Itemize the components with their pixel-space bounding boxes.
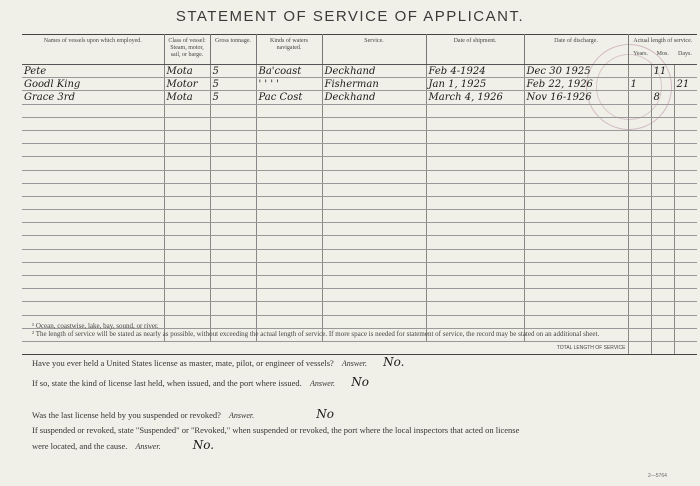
blank-cell xyxy=(210,302,256,315)
blank-cell xyxy=(651,302,674,315)
blank-cell xyxy=(628,170,651,183)
blank-cell xyxy=(256,249,322,262)
answer-value: No. xyxy=(383,355,405,369)
question-text: If suspended or revoked, state "Suspended" or "Revoked," when suspended or revoked, the port where the local inspectors that acted on license xyxy=(32,425,520,435)
blank-cell xyxy=(524,276,628,289)
blank-cell xyxy=(674,170,697,183)
blank-cell xyxy=(674,302,697,315)
blank-cell xyxy=(426,144,524,157)
blank-cell xyxy=(628,157,651,170)
blank-cell xyxy=(651,223,674,236)
blank-cell xyxy=(524,130,628,143)
blank-cell xyxy=(164,276,210,289)
blank-cell xyxy=(210,262,256,275)
blank-cell xyxy=(651,144,674,157)
blank-cell xyxy=(524,196,628,209)
blank-row xyxy=(22,289,697,302)
blank-cell xyxy=(628,183,651,196)
blank-cell xyxy=(524,210,628,223)
blank-cell xyxy=(426,130,524,143)
blank-cell xyxy=(674,210,697,223)
blank-cell xyxy=(210,289,256,302)
blank-cell xyxy=(256,276,322,289)
cell-discharge: Dec 30 1925 xyxy=(524,65,628,78)
answer-label: Answer. xyxy=(135,442,161,451)
blank-cell xyxy=(426,183,524,196)
blank-cell xyxy=(651,236,674,249)
blank-cell xyxy=(164,223,210,236)
cell-days xyxy=(674,91,697,104)
blank-cell xyxy=(426,249,524,262)
cell-service: Deckhand xyxy=(322,91,426,104)
header-length-group xyxy=(628,35,697,65)
blank-cell xyxy=(22,302,164,315)
blank-cell xyxy=(210,130,256,143)
blank-cell xyxy=(628,302,651,315)
header-service: Service. xyxy=(322,35,426,65)
blank-cell xyxy=(524,183,628,196)
cell-shipment: Feb 4-1924 xyxy=(426,65,524,78)
blank-row xyxy=(22,249,697,262)
header-shipment: Date of shipment. xyxy=(426,35,524,65)
header-class: Class of vessel: Steam, motor, sail, or barge. xyxy=(164,35,210,65)
question-text-line2: were located, and the cause. xyxy=(32,441,128,451)
blank-cell xyxy=(628,104,651,117)
cell-waters: ' ' ' ' xyxy=(256,78,322,91)
cell-service: Fisherman xyxy=(322,78,426,91)
cell-mos xyxy=(651,78,674,91)
cell-mos: 8 xyxy=(651,91,674,104)
blank-cell xyxy=(651,262,674,275)
header-discharge: Date of discharge. xyxy=(524,35,628,65)
blank-cell xyxy=(674,315,697,328)
blank-cell xyxy=(426,117,524,130)
blank-cell xyxy=(426,157,524,170)
blank-row xyxy=(22,183,697,196)
blank-cell xyxy=(674,249,697,262)
answer-value: No xyxy=(351,375,369,389)
blank-row xyxy=(22,196,697,209)
blank-row xyxy=(22,157,697,170)
cell-tonnage: 5 xyxy=(210,78,256,91)
blank-cell xyxy=(651,196,674,209)
blank-cell xyxy=(256,289,322,302)
question-license xyxy=(32,355,404,369)
answer-label: Answer. xyxy=(228,411,255,420)
blank-cell xyxy=(322,183,426,196)
blank-cell xyxy=(22,289,164,302)
blank-cell xyxy=(256,170,322,183)
blank-cell xyxy=(256,262,322,275)
blank-row xyxy=(22,170,697,183)
blank-cell xyxy=(322,262,426,275)
question-text: Have you ever held a United States license as master, mate, pilot, or engineer of vessels? xyxy=(32,358,334,368)
blank-cell xyxy=(164,183,210,196)
cell-mos: 11 xyxy=(651,65,674,78)
blank-cell xyxy=(651,183,674,196)
blank-cell xyxy=(651,210,674,223)
table-row xyxy=(22,91,697,104)
blank-cell xyxy=(256,144,322,157)
blank-cell xyxy=(256,117,322,130)
total-label: TOTAL LENGTH OF SERVICE xyxy=(22,341,628,354)
blank-cell xyxy=(674,104,697,117)
blank-cell xyxy=(674,328,697,341)
blank-cell xyxy=(628,262,651,275)
blank-cell xyxy=(164,236,210,249)
blank-cell xyxy=(22,236,164,249)
blank-row xyxy=(22,223,697,236)
cell-vessel: Pete xyxy=(22,65,164,78)
blank-cell xyxy=(628,196,651,209)
blank-cell xyxy=(426,262,524,275)
total-row xyxy=(22,341,697,354)
blank-cell xyxy=(322,196,426,209)
blank-cell xyxy=(256,183,322,196)
blank-row xyxy=(22,210,697,223)
blank-cell xyxy=(22,223,164,236)
cell-tonnage: 5 xyxy=(210,65,256,78)
blank-cell xyxy=(651,157,674,170)
blank-cell xyxy=(651,249,674,262)
blank-cell xyxy=(322,236,426,249)
blank-cell xyxy=(426,196,524,209)
blank-cell xyxy=(210,170,256,183)
blank-cell xyxy=(22,249,164,262)
blank-cell xyxy=(674,289,697,302)
footnote-2: ² The length of service will be stated as nearly as possible, without exceeding the actual length of service. If more space is needed for statement of service, the record may be stated on an additional sheet. xyxy=(32,330,600,338)
cell-vessel: Goodl King xyxy=(22,78,164,91)
blank-cell xyxy=(426,170,524,183)
blank-cell xyxy=(164,130,210,143)
blank-cell xyxy=(674,144,697,157)
blank-cell xyxy=(628,236,651,249)
blank-cell xyxy=(22,210,164,223)
blank-cell xyxy=(426,289,524,302)
blank-cell xyxy=(164,196,210,209)
blank-cell xyxy=(426,104,524,117)
cell-tonnage: 5 xyxy=(210,91,256,104)
blank-cell xyxy=(524,104,628,117)
blank-cell xyxy=(651,130,674,143)
blank-cell xyxy=(210,249,256,262)
service-table-body xyxy=(22,65,697,355)
blank-cell xyxy=(651,104,674,117)
blank-cell xyxy=(164,170,210,183)
total-cell xyxy=(651,341,674,354)
blank-cell xyxy=(210,210,256,223)
blank-cell xyxy=(628,144,651,157)
blank-cell xyxy=(674,262,697,275)
blank-cell xyxy=(628,223,651,236)
blank-cell xyxy=(674,130,697,143)
blank-cell xyxy=(22,130,164,143)
blank-cell xyxy=(22,170,164,183)
blank-cell xyxy=(256,130,322,143)
blank-cell xyxy=(256,302,322,315)
blank-cell xyxy=(322,157,426,170)
header-mos: Mos. xyxy=(656,51,669,57)
blank-row xyxy=(22,117,697,130)
cell-shipment: March 4, 1926 xyxy=(426,91,524,104)
blank-cell xyxy=(22,196,164,209)
blank-cell xyxy=(524,223,628,236)
blank-cell xyxy=(22,117,164,130)
blank-cell xyxy=(524,170,628,183)
blank-cell xyxy=(674,183,697,196)
blank-cell xyxy=(524,157,628,170)
blank-cell xyxy=(164,289,210,302)
header-vessels: Names of vessels upon which employed. xyxy=(22,35,164,65)
blank-cell xyxy=(524,249,628,262)
blank-cell xyxy=(210,183,256,196)
blank-cell xyxy=(322,210,426,223)
cell-class: Mota xyxy=(164,65,210,78)
blank-cell xyxy=(256,104,322,117)
blank-cell xyxy=(210,196,256,209)
blank-cell xyxy=(524,262,628,275)
blank-cell xyxy=(256,196,322,209)
blank-cell xyxy=(628,289,651,302)
blank-row xyxy=(22,276,697,289)
blank-cell xyxy=(164,157,210,170)
form-code: 2—5764 xyxy=(648,473,667,479)
blank-row xyxy=(22,236,697,249)
blank-cell xyxy=(322,289,426,302)
blank-cell xyxy=(628,249,651,262)
blank-cell xyxy=(651,276,674,289)
blank-cell xyxy=(22,262,164,275)
blank-cell xyxy=(426,236,524,249)
blank-cell xyxy=(628,117,651,130)
blank-row xyxy=(22,262,697,275)
service-table xyxy=(22,34,697,355)
blank-cell xyxy=(322,117,426,130)
total-cell xyxy=(674,341,697,354)
cell-vessel: Grace 3rd xyxy=(22,91,164,104)
cell-class: Mota xyxy=(164,91,210,104)
blank-cell xyxy=(322,144,426,157)
blank-cell xyxy=(674,236,697,249)
blank-cell xyxy=(651,170,674,183)
blank-cell xyxy=(210,276,256,289)
answer-value: No. xyxy=(192,438,215,452)
question-suspended xyxy=(32,407,334,421)
header-length: Actual length of service. xyxy=(633,38,693,44)
blank-cell xyxy=(322,104,426,117)
blank-cell xyxy=(322,130,426,143)
blank-cell xyxy=(322,170,426,183)
blank-row xyxy=(22,144,697,157)
cell-years: 1 xyxy=(628,78,651,91)
header-waters: Kinds of waters navigated. xyxy=(256,35,322,65)
blank-cell xyxy=(524,117,628,130)
total-cell xyxy=(628,341,651,354)
cell-waters: Ba'coast xyxy=(256,65,322,78)
cell-discharge: Nov 16-1926 xyxy=(524,91,628,104)
blank-cell xyxy=(322,276,426,289)
blank-cell xyxy=(674,223,697,236)
blank-cell xyxy=(256,210,322,223)
blank-cell xyxy=(210,236,256,249)
answer-label: Answer. xyxy=(341,359,368,368)
blank-cell xyxy=(426,302,524,315)
blank-cell xyxy=(164,210,210,223)
blank-cell xyxy=(426,223,524,236)
blank-cell xyxy=(210,157,256,170)
blank-cell xyxy=(256,223,322,236)
blank-cell xyxy=(256,157,322,170)
page-title: STATEMENT OF SERVICE OF APPLICANT. xyxy=(175,8,525,25)
blank-cell xyxy=(674,117,697,130)
cell-waters: Pac Cost xyxy=(256,91,322,104)
blank-cell xyxy=(210,144,256,157)
blank-cell xyxy=(628,130,651,143)
blank-cell xyxy=(22,144,164,157)
header-tonnage: Gross tonnage. xyxy=(210,35,256,65)
blank-cell xyxy=(322,249,426,262)
blank-cell xyxy=(426,276,524,289)
blank-cell xyxy=(256,236,322,249)
question-text: Was the last license held by you suspended or revoked? xyxy=(32,410,221,420)
blank-cell xyxy=(210,104,256,117)
cell-years xyxy=(628,91,651,104)
answer-label: Answer. xyxy=(309,379,336,388)
header-years: Years. xyxy=(633,51,649,57)
blank-cell xyxy=(22,183,164,196)
question-license-kind xyxy=(32,375,369,389)
blank-cell xyxy=(22,104,164,117)
blank-cell xyxy=(164,117,210,130)
blank-cell xyxy=(651,289,674,302)
blank-row xyxy=(22,130,697,143)
blank-cell xyxy=(524,144,628,157)
blank-cell xyxy=(22,276,164,289)
blank-cell xyxy=(210,117,256,130)
blank-cell xyxy=(322,223,426,236)
blank-cell xyxy=(628,210,651,223)
blank-cell xyxy=(322,302,426,315)
cell-class: Motor xyxy=(164,78,210,91)
blank-cell xyxy=(164,302,210,315)
blank-row xyxy=(22,302,697,315)
blank-cell xyxy=(210,223,256,236)
table-row xyxy=(22,65,697,78)
blank-cell xyxy=(674,276,697,289)
blank-cell xyxy=(674,196,697,209)
blank-cell xyxy=(628,276,651,289)
footnote-1: ¹ Ocean, coastwise, lake, bay, sound, or river. xyxy=(32,322,159,330)
blank-cell xyxy=(651,117,674,130)
blank-cell xyxy=(164,262,210,275)
cell-days: 21 xyxy=(674,78,697,91)
blank-cell xyxy=(426,210,524,223)
blank-cell xyxy=(674,157,697,170)
blank-cell xyxy=(524,236,628,249)
question-suspended-detail xyxy=(32,425,519,452)
blank-row xyxy=(22,104,697,117)
blank-cell xyxy=(22,157,164,170)
blank-cell xyxy=(524,289,628,302)
answer-value: No xyxy=(316,407,334,421)
blank-cell xyxy=(524,302,628,315)
question-text: If so, state the kind of license last held, when issued, and the port where issued. xyxy=(32,378,302,388)
cell-discharge: Feb 22, 1926 xyxy=(524,78,628,91)
cell-shipment: Jan 1, 1925 xyxy=(426,78,524,91)
blank-cell xyxy=(164,144,210,157)
footnotes xyxy=(32,322,677,338)
blank-cell xyxy=(164,249,210,262)
blank-cell xyxy=(164,104,210,117)
header-days: Days. xyxy=(678,51,692,57)
cell-service: Deckhand xyxy=(322,65,426,78)
table-row xyxy=(22,78,697,91)
